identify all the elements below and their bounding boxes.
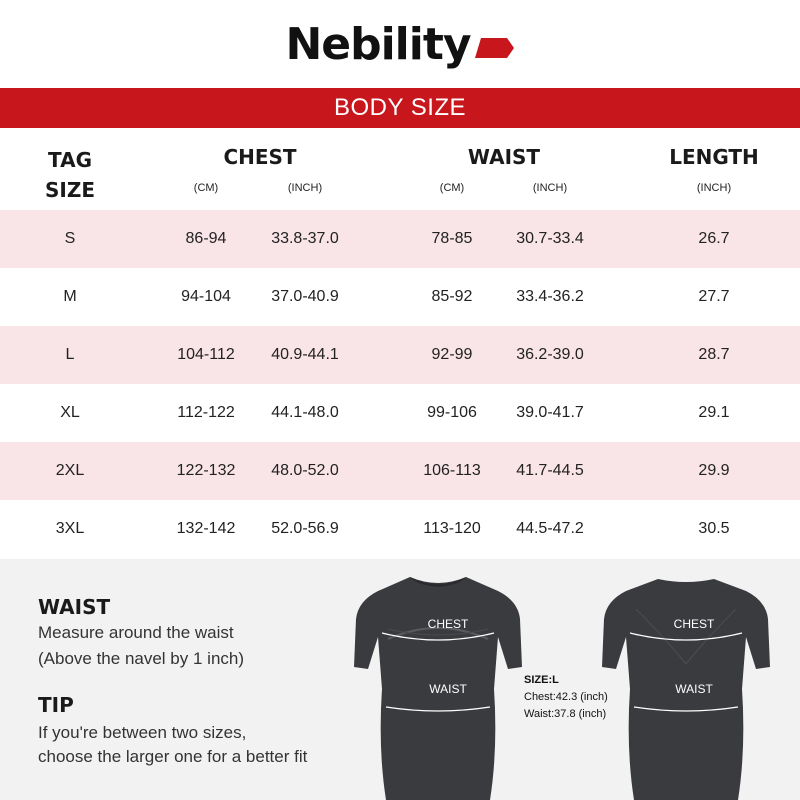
table-row [0, 500, 800, 558]
tip-line1: If you're between two sizes, [38, 723, 247, 742]
cell-waist-inch: 36.2-39.0 [516, 346, 584, 363]
header-waist-inch: (INCH) [532, 182, 568, 194]
cell-chest-inch: 44.1-48.0 [271, 404, 339, 421]
cell-waist-inch: 44.5-47.2 [516, 520, 584, 537]
header-length-inch: (INCH) [696, 182, 732, 194]
back-waist-label: WAIST [675, 682, 713, 696]
cell-waist-inch: 33.4-36.2 [516, 288, 584, 305]
table-row [0, 442, 800, 500]
waist-guide-line1: Measure around the waist [38, 623, 234, 642]
header-chest: CHEST [223, 145, 297, 169]
cell-length-inch: 27.7 [698, 288, 730, 305]
cell-size: M [63, 288, 77, 305]
cell-waist-cm: 99-106 [427, 404, 477, 421]
cell-waist-cm: 85-92 [431, 288, 473, 305]
logo-mark-icon [475, 35, 515, 61]
cell-waist-inch: 41.7-44.5 [516, 462, 584, 479]
cell-size: S [64, 230, 76, 247]
cell-size: XL [60, 404, 80, 421]
cell-length-inch: 30.5 [698, 520, 730, 537]
measurement-guide [0, 559, 800, 800]
cell-chest-inch: 37.0-40.9 [271, 288, 339, 305]
cell-size: 3XL [55, 520, 85, 537]
front-waist-label: WAIST [429, 682, 467, 696]
front-chest-label: CHEST [427, 617, 469, 631]
table-row [0, 268, 800, 326]
cell-size: L [65, 346, 75, 363]
header-chest-inch: (INCH) [287, 182, 323, 194]
header-tag: TAG [48, 148, 92, 172]
banner-title: BODY SIZE [333, 94, 467, 121]
cell-length-inch: 29.1 [698, 404, 730, 421]
cell-waist-cm: 106-113 [423, 462, 481, 479]
cell-chest-cm: 104-112 [177, 346, 235, 363]
cell-chest-cm: 94-104 [181, 288, 231, 305]
table-row [0, 384, 800, 442]
header-waist-cm: (CM) [439, 182, 465, 194]
size-example-label: SIZE:L [524, 674, 559, 686]
brand-name: Nebility [285, 18, 471, 70]
header-waist: WAIST [467, 145, 541, 169]
cell-waist-cm: 78-85 [431, 230, 473, 247]
cell-length-inch: 26.7 [698, 230, 730, 247]
waist-guide-title: WAIST [38, 595, 111, 619]
header-chest-cm: (CM) [193, 182, 219, 194]
cell-length-inch: 28.7 [698, 346, 730, 363]
table-row [0, 210, 800, 268]
cell-length-inch: 29.9 [698, 462, 730, 479]
size-example-info [524, 672, 608, 723]
table-header [0, 128, 800, 210]
back-chest-label: CHEST [673, 617, 715, 631]
cell-waist-inch: 39.0-41.7 [516, 404, 584, 421]
cell-waist-cm: 92-99 [431, 346, 473, 363]
cell-size: 2XL [55, 462, 85, 479]
tip-line2: choose the larger one for a better fit [38, 747, 308, 766]
cell-chest-inch: 33.8-37.0 [271, 230, 339, 247]
size-example-chest: Chest:42.3 (inch) [524, 691, 608, 703]
brand-logo [0, 0, 800, 88]
size-example-waist: Waist:37.8 (inch) [524, 708, 607, 720]
tip-title: TIP [38, 693, 74, 717]
cell-chest-inch: 52.0-56.9 [271, 520, 339, 537]
body-size-banner [0, 88, 800, 128]
cell-chest-cm: 86-94 [185, 230, 227, 247]
cell-chest-cm: 122-132 [176, 462, 236, 479]
waist-guide-line2: (Above the navel by 1 inch) [38, 649, 245, 668]
cell-chest-inch: 48.0-52.0 [271, 462, 339, 479]
table-row [0, 326, 800, 384]
header-size: SIZE [44, 178, 95, 202]
cell-chest-cm: 112-122 [177, 404, 235, 421]
header-length: LENGTH [669, 145, 759, 169]
cell-chest-inch: 40.9-44.1 [271, 346, 339, 363]
cell-chest-cm: 132-142 [176, 520, 236, 537]
cell-waist-cm: 113-120 [423, 520, 481, 537]
cell-waist-inch: 30.7-33.4 [516, 230, 584, 247]
